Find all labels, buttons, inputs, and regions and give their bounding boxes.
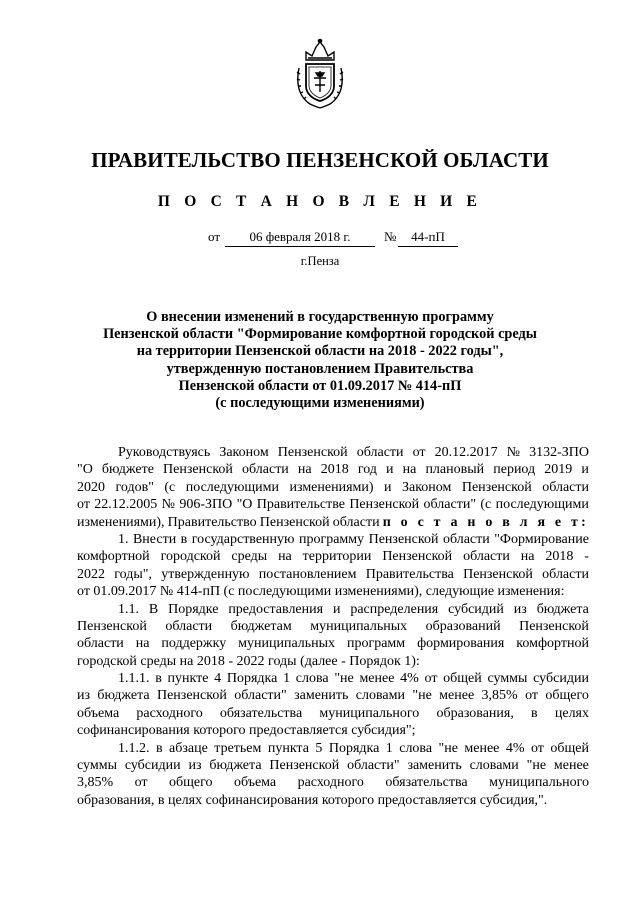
subject-line: Пензенской области "Формирование комфортной городской среды — [103, 326, 537, 343]
word: муниципального — [319, 705, 420, 721]
word: Пензенской — [519, 618, 589, 634]
word: менее — [359, 671, 395, 687]
word: образований — [425, 618, 501, 634]
word: 22.12.2005 — [94, 497, 158, 513]
word: Пензенской — [156, 688, 227, 704]
word: Правительства — [365, 566, 454, 582]
word: общего — [168, 775, 213, 791]
word: и — [332, 601, 341, 617]
word: расходного — [136, 705, 203, 721]
word: № — [161, 497, 175, 513]
text-line — [77, 774, 589, 791]
word: Законом — [401, 479, 452, 495]
text-line — [77, 722, 589, 739]
date-prefix: от — [208, 229, 221, 244]
word: изменениями) — [289, 479, 374, 495]
word: области" — [423, 497, 477, 513]
word: 906-ЗПО — [179, 497, 233, 513]
word: на — [402, 462, 417, 478]
text-line — [77, 479, 589, 496]
text-line — [77, 670, 589, 687]
word: "не — [438, 740, 458, 756]
text-line — [77, 514, 589, 531]
word: государственную — [191, 531, 295, 547]
text-line — [77, 740, 589, 757]
text-line — [77, 583, 589, 600]
word: в — [531, 705, 538, 721]
word: период — [493, 462, 536, 478]
word: суммы — [77, 758, 117, 774]
word: 1.1. — [118, 601, 139, 617]
word: Законом — [219, 445, 269, 460]
text-line — [77, 548, 589, 565]
word: области — [463, 549, 510, 565]
word: "О — [236, 497, 253, 513]
word: от — [525, 688, 539, 704]
word: от — [424, 671, 438, 687]
word: "не — [334, 671, 354, 687]
text-line — [77, 792, 589, 809]
word: области — [165, 618, 213, 634]
word: объема — [77, 705, 120, 721]
word: (с — [480, 497, 492, 513]
word: бюджета — [209, 758, 262, 774]
city: г.Пенза — [300, 254, 340, 268]
word: слова — [399, 740, 433, 756]
word: 3,85% — [481, 688, 518, 704]
word: бюджетам — [230, 618, 292, 634]
word: субсидии — [124, 758, 181, 774]
word: территории — [302, 549, 372, 565]
subject-line: О внесении изменений в государственную программу — [146, 309, 494, 325]
word: 1 — [385, 740, 393, 756]
word: области — [332, 514, 380, 530]
word: "не — [526, 758, 547, 774]
word: от 01.09.2017 № 414-пП (с последующими изменениями), следующие изменения: — [77, 584, 565, 600]
word: области" — [234, 688, 287, 704]
word: Порядка — [328, 740, 380, 756]
word: комфортной — [77, 549, 150, 565]
word: 4% — [400, 671, 419, 687]
text-line — [77, 601, 589, 618]
word: 5 — [315, 740, 323, 756]
word: 2022 — [77, 566, 105, 582]
word: городской — [160, 549, 221, 565]
word: образования, в целях софинансирования которого предоставляется субсидия,". — [77, 792, 548, 808]
word: Правительстве — [256, 497, 345, 513]
word: бюджета — [536, 601, 589, 617]
word: городской среды на 2018 - 2022 годы (далее - Порядок 1): — [77, 653, 420, 669]
word: Пензенской — [382, 549, 453, 565]
word: от — [530, 740, 544, 756]
document-number: 44-пП — [398, 229, 458, 247]
word: Порядка — [226, 671, 278, 687]
text-line — [77, 705, 589, 722]
word: (с — [164, 479, 176, 495]
word: от — [77, 497, 90, 513]
subject-line: на территории Пензенской области на 2018 - 2022 годы", — [136, 343, 504, 360]
word: постановлением — [258, 566, 357, 582]
word: на — [135, 636, 150, 652]
word: В — [148, 601, 159, 617]
word: из — [77, 688, 91, 704]
word: из — [188, 758, 202, 774]
word: Пензенской — [77, 618, 147, 634]
word: - — [584, 549, 589, 565]
word: Пензенской — [461, 479, 532, 495]
word: год — [357, 462, 377, 478]
word: 2018 — [545, 549, 574, 565]
word: 1. — [118, 531, 129, 547]
word: на — [520, 549, 535, 565]
word: в — [155, 671, 162, 687]
word: области — [77, 636, 124, 652]
word: менее — [553, 758, 589, 774]
text-line — [77, 461, 589, 478]
word: словами — [355, 688, 405, 704]
word: обязательства — [385, 775, 468, 791]
word: объема — [233, 775, 277, 791]
word: 4 — [214, 671, 222, 687]
word: 3132-ЗПО — [529, 445, 589, 460]
word: заменить — [294, 688, 349, 704]
word: бюджета — [97, 688, 150, 704]
word: области — [356, 445, 404, 460]
word: годы", — [114, 566, 152, 582]
text-line — [77, 653, 589, 670]
word: софинансирования которого предоставляется субсидия"; — [77, 723, 416, 739]
document-subject — [0, 309, 640, 412]
text-line — [77, 566, 589, 583]
word: в — [180, 531, 188, 547]
text-line — [77, 444, 589, 461]
word: от — [412, 445, 426, 460]
word: 4% — [505, 740, 525, 756]
word: менее — [464, 740, 500, 756]
word: от — [134, 775, 148, 791]
word: из — [513, 601, 527, 617]
word: Пензенской — [269, 758, 340, 774]
word: программ — [346, 636, 406, 652]
word: поддержку — [161, 636, 227, 652]
word: обязательства — [219, 705, 303, 721]
word: "не — [412, 688, 432, 704]
word: абзаце — [169, 740, 208, 756]
word: целях — [554, 705, 589, 721]
text-line — [77, 531, 589, 548]
word: Пензенской — [463, 566, 533, 582]
word: на — [278, 549, 292, 565]
word: словами — [469, 758, 519, 774]
word: Пензенской — [259, 514, 330, 530]
word: муниципальных — [238, 636, 336, 652]
word: в — [155, 740, 163, 756]
word: муниципального — [489, 775, 589, 791]
word: менее — [439, 688, 475, 704]
word: пункта — [267, 740, 309, 756]
document-date: 06 февраля 2018 г. — [225, 229, 375, 247]
word: Пензенской — [277, 445, 348, 460]
text-line — [77, 496, 589, 513]
subject-line: Пензенской области от 01.09.2017 № 414-пП — [178, 377, 462, 394]
word: третьем — [214, 740, 262, 756]
word: области — [542, 566, 589, 582]
word: Правительство — [167, 514, 257, 530]
word: 20.12.2017 — [434, 445, 498, 460]
word: общего — [545, 688, 589, 704]
word: Руководствуясь — [118, 445, 211, 460]
word: изменениями), — [77, 514, 165, 530]
word: 3,85% — [77, 775, 114, 791]
word: заменить — [407, 758, 462, 774]
word: и — [384, 479, 392, 495]
decision-keyword: п о с т а н о в л я е т: — [382, 514, 589, 530]
word: "О — [77, 462, 93, 478]
word: Порядке — [168, 601, 219, 617]
word: предоставления — [228, 601, 324, 617]
word: бюджете — [101, 462, 154, 478]
word: 2019 — [544, 462, 573, 478]
word: утвержденную — [161, 566, 250, 582]
word: 1.1.2. — [118, 740, 150, 756]
word: образования, — [436, 705, 514, 721]
word: Внести — [132, 531, 177, 547]
word: последующими — [185, 479, 280, 495]
word: годов" — [115, 479, 154, 495]
word: области — [542, 479, 589, 495]
word: области — [442, 531, 490, 547]
word: субсидий — [448, 601, 504, 617]
text-line — [77, 687, 589, 704]
word: 2018 — [320, 462, 349, 478]
government-title: ПРАВИТЕЛЬСТВО ПЕНЗЕНСКОЙ ОБЛАСТИ — [91, 148, 549, 172]
word: слова — [295, 671, 329, 687]
document-body — [77, 444, 589, 809]
word: Пензенской — [368, 531, 439, 547]
word: общей — [550, 740, 589, 756]
date-number-line — [0, 229, 640, 251]
word: на — [297, 462, 312, 478]
word: расходного — [297, 775, 364, 791]
number-sign: № — [384, 229, 397, 244]
word: № — [506, 445, 521, 460]
coat-of-arms-emblem — [292, 38, 348, 110]
word: Пензенской — [349, 497, 420, 513]
word: области — [242, 462, 289, 478]
word: 1.1.1. — [118, 671, 150, 687]
text-line — [77, 757, 589, 774]
subject-line: (с последующими изменениями) — [215, 395, 425, 412]
word: 1 — [283, 671, 291, 687]
word: распределения — [350, 601, 439, 617]
word: последующими — [495, 497, 589, 513]
word: "Формирование — [494, 531, 589, 547]
word: 2020 — [77, 479, 105, 495]
word: муниципальных — [310, 618, 408, 634]
word: и — [386, 462, 394, 478]
word: формирования — [417, 636, 505, 652]
word: комфортной — [516, 636, 589, 652]
word: и — [581, 462, 589, 478]
word: суммы — [487, 671, 528, 687]
word: субсидии — [533, 671, 589, 687]
word: среды — [231, 549, 268, 565]
document-type: П О С Т А Н О В Л Е Н И Е — [157, 193, 483, 210]
text-line — [77, 618, 589, 635]
subject-line: утвержденную постановлением Правительства — [166, 360, 474, 377]
word: Пензенской — [163, 462, 233, 478]
word: плановый — [425, 462, 485, 478]
word: области" — [347, 758, 400, 774]
text-line — [77, 635, 589, 652]
word: общей — [443, 671, 482, 687]
word: программу — [298, 531, 365, 547]
word: пункте — [167, 671, 209, 687]
